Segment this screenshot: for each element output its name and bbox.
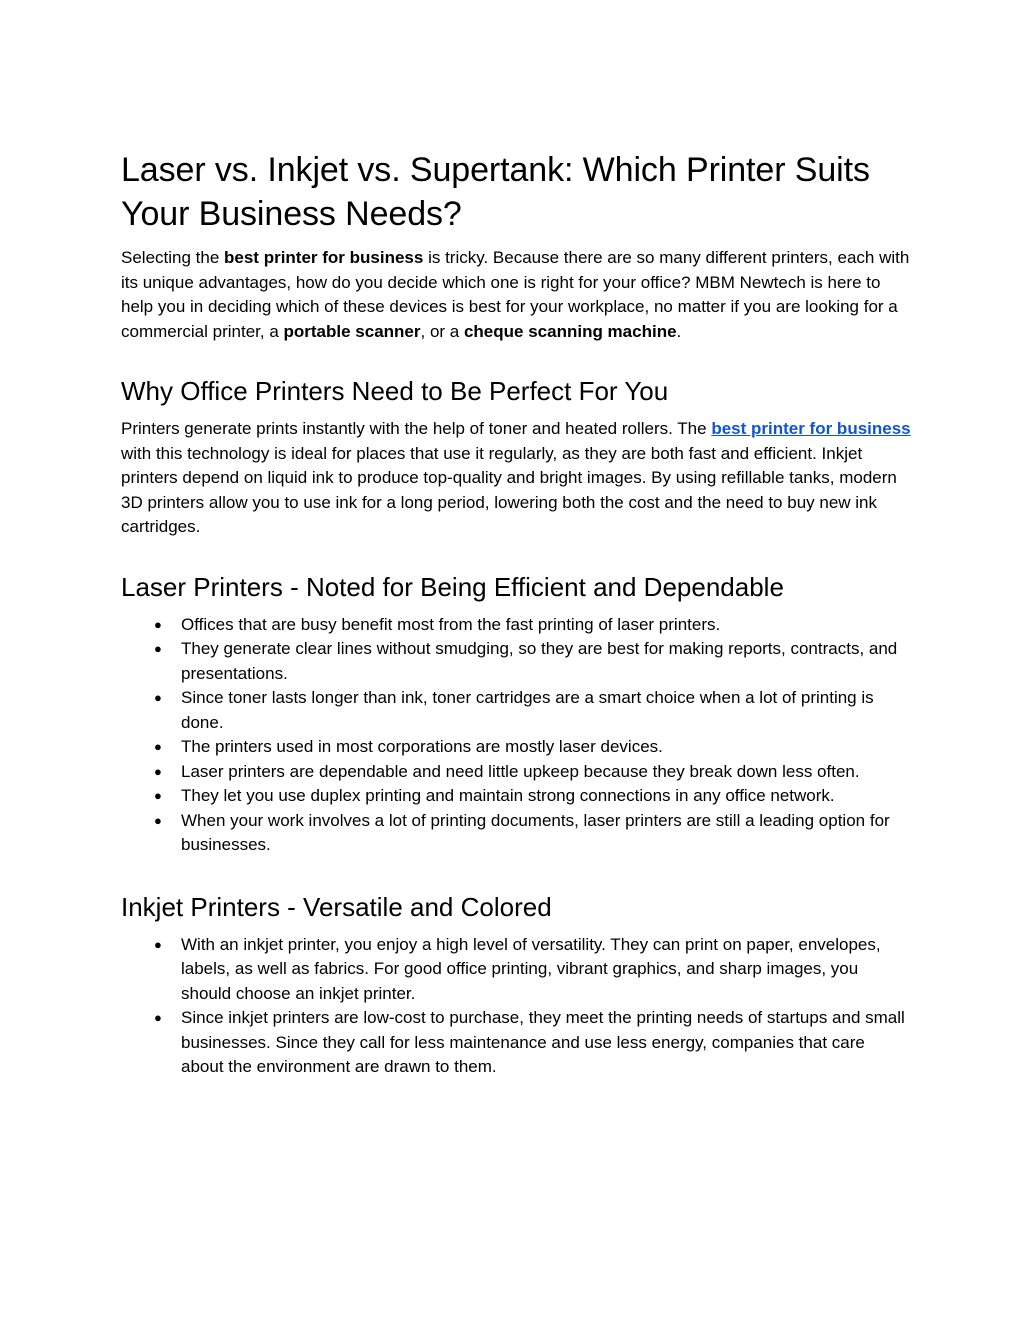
intro-text-2: is tricky. Because there are so many different printers, each with its unique advantages, how do you decide which one is right for your office? MBM Newtech is here to help you in deciding which of these devices is best for your workplace, no matter if you are looking for a commercial printer, a (121, 248, 910, 341)
heading-why-office-printers: Why Office Printers Need to Be Perfect For You (121, 376, 669, 406)
list-item: ● They generate clear lines without smudging, so they are best for making reports, contracts, and presentations. (154, 639, 898, 683)
why-paragraph (121, 417, 911, 540)
intro-text-1: Selecting the (121, 248, 225, 267)
intro-text-3: , or a (420, 321, 464, 341)
document-title: Laser vs. Inkjet vs. Supertank: Which Printer Suits Your Business Needs? (121, 151, 870, 233)
bullet-icon: ● (154, 739, 162, 754)
list-item: ● Laser printers are dependable and need little upkeep because they break down less often. (181, 760, 911, 785)
heading-laser-printers: Laser Printers - Noted for Being Efficient and Dependable (121, 571, 784, 602)
list-item: ● The printers used in most corporations are mostly laser devices. (181, 735, 911, 760)
intro-paragraph (121, 246, 911, 344)
list-item: ● Since toner lasts longer than ink, toner cartridges are a smart choice when a lot of printing is done. (154, 688, 874, 732)
list-item: ● Since inkjet printers are low-cost to purchase, they meet the printing needs of startups and small businesses. Since they call for less maintenance and use less energy, companies that care about the environment are drawn to them. (154, 1008, 905, 1076)
inkjet-bullet-list (121, 933, 911, 1080)
bullet-icon: ● (154, 812, 162, 828)
intro-bold-portable-scanner: portable scanner (283, 321, 421, 341)
bullet-icon: ● (154, 763, 162, 779)
bullet-icon: ● (154, 690, 162, 705)
bullet-icon: ● (154, 788, 162, 803)
why-text-2: with this technology is ideal for places that use it regularly, as they are both fast and efficient. Inkjet printers depend on liquid ink to produce top-quality and bright images. By using refillable tanks, modern 3D printers allow you to use ink for a long period, lowering both the cost and the need to buy new ink cartridges. (121, 443, 897, 536)
document-page (121, 148, 911, 1080)
bullet-icon: ● (154, 616, 162, 632)
bullet-icon: ● (154, 1010, 162, 1025)
why-text-1: Printers generate prints instantly with the help of toner and heated rollers. The (121, 419, 712, 438)
heading-inkjet-printers: Inkjet Printers - Versatile and Colored (121, 891, 552, 922)
best-printer-link[interactable]: best printer for business (711, 419, 911, 438)
list-item: ● With an inkjet printer, you enjoy a high level of versatility. They can print on paper, envelopes, labels, as well as fabrics. For good office printing, vibrant graphics, and sharp images, you should choose an inkjet printer. (154, 934, 881, 1003)
list-item: ● They let you use duplex printing and maintain strong connections in any office network. (181, 784, 911, 809)
intro-bold-best-printer: best printer for business (224, 248, 424, 267)
intro-text-4: . (676, 321, 682, 341)
bullet-icon: ● (154, 936, 162, 952)
laser-bullet-list (121, 613, 911, 858)
intro-bold-cheque-scanning: cheque scanning machine (463, 321, 677, 341)
bullet-icon: ● (154, 641, 162, 656)
list-item: ● Offices that are busy benefit most from the fast printing of laser printers. (181, 613, 911, 638)
list-item: ● When your work involves a lot of printing documents, laser printers are still a leading option for businesses. (154, 810, 890, 854)
